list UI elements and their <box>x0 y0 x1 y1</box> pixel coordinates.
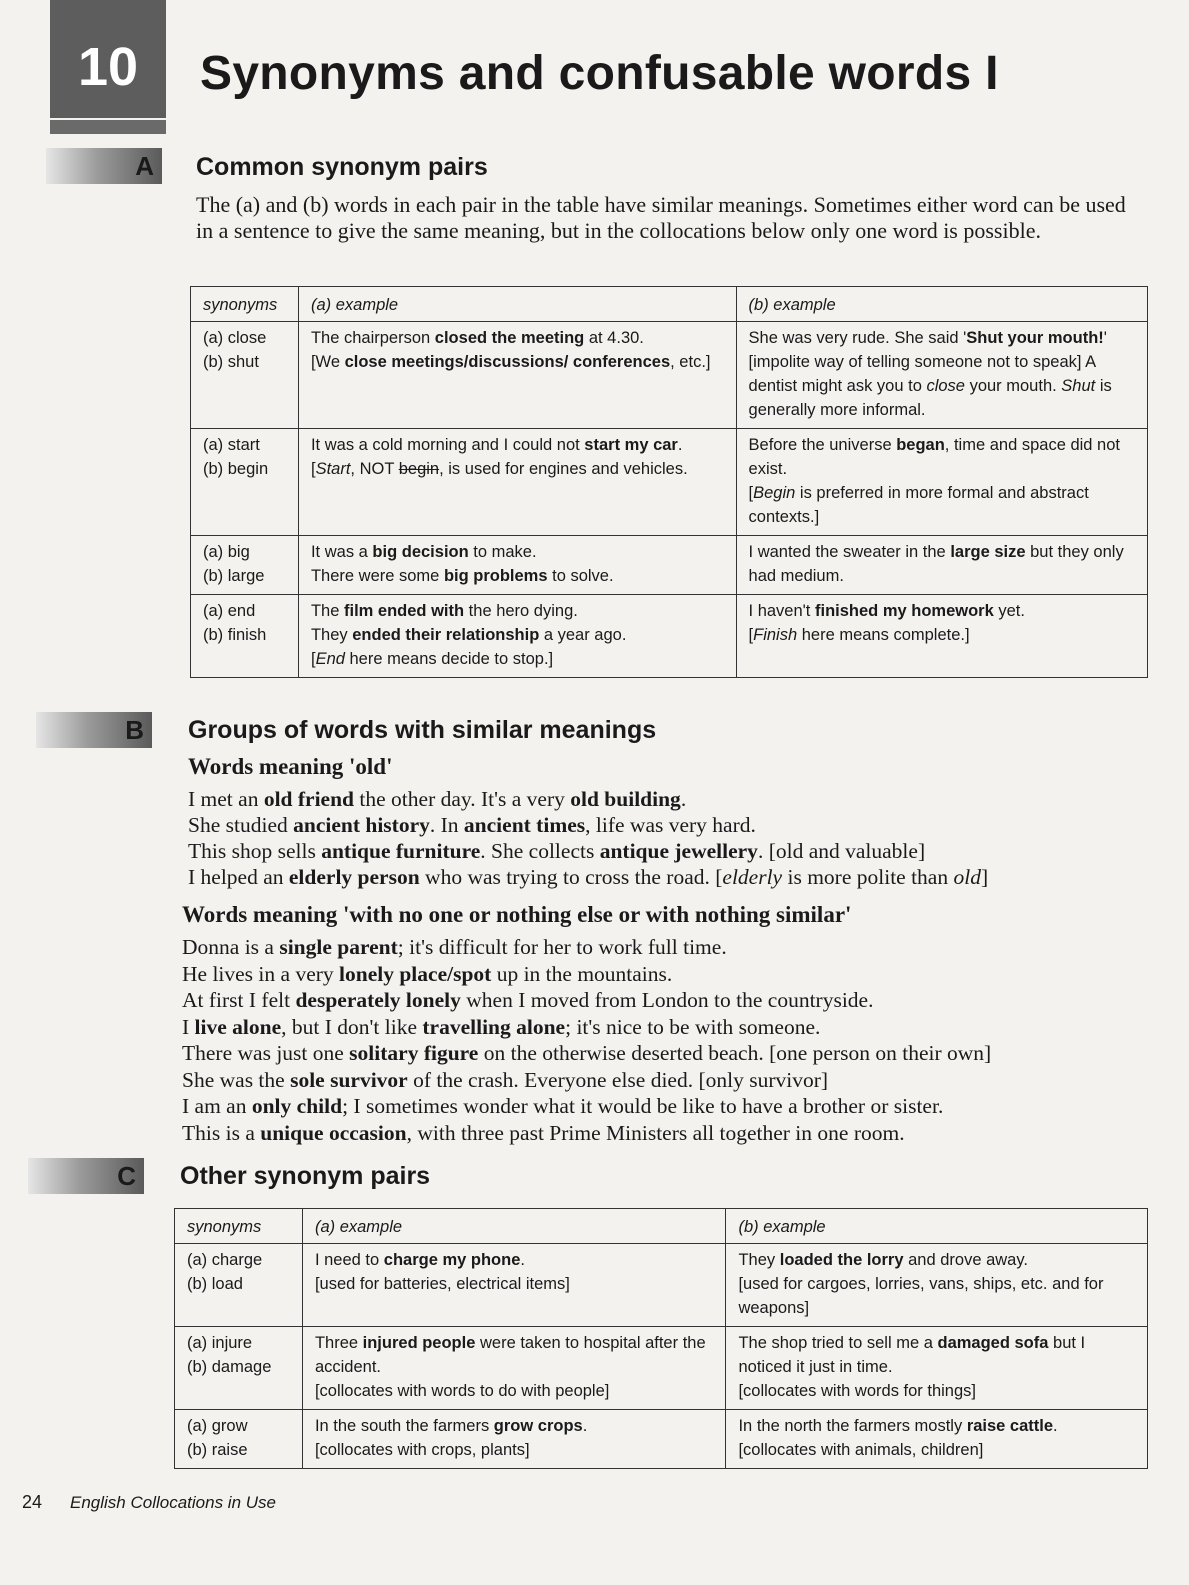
text-run: ; I sometimes wonder what it would be like to have a brother or sister. <box>342 1094 944 1118</box>
text-run: old building <box>570 787 681 811</box>
example-b-cell <box>726 1327 1148 1410</box>
text-run: [collocates with words to do with people] <box>314 1382 610 1400</box>
text-run: begin <box>398 460 440 478</box>
text-run: a year ago. <box>539 626 627 644</box>
example-sentence <box>188 812 756 838</box>
text-run: . <box>520 1251 525 1269</box>
text-run: antique jewellery <box>599 839 758 863</box>
section-b-subheading-old: Words meaning 'old' <box>188 754 393 779</box>
synonym-word: (a) close <box>203 329 267 347</box>
text-run: your mouth. <box>965 377 1062 395</box>
text-run: who was trying to cross the road. [ <box>419 865 723 889</box>
text-run: ; it's nice to be with someone. <box>565 1014 821 1039</box>
text-run: Shut your mouth! <box>966 329 1104 347</box>
text-run: unique occasion <box>260 1120 407 1145</box>
table-row <box>191 595 1148 678</box>
text-run: grow crops <box>493 1417 583 1435</box>
text-run: She studied <box>188 813 294 837</box>
text-run: the hero dying. <box>464 602 578 620</box>
text-run: ; it's difficult for her to work full time. <box>397 935 727 959</box>
text-run: [ <box>748 484 754 502</box>
table-row <box>175 1327 1148 1410</box>
section-a-tab: A <box>46 148 162 184</box>
text-run: the other day. It's a very <box>354 787 571 811</box>
text-run: In the south the farmers <box>314 1417 494 1435</box>
text-run: ancient times <box>463 813 586 837</box>
text-run: . <box>677 436 683 454</box>
text-run: is generally more informal. <box>748 377 1112 419</box>
synonym-word: (a) injure <box>187 1334 253 1352</box>
table-row <box>191 429 1148 536</box>
text-run: injured people <box>362 1334 476 1352</box>
example-sentence <box>182 1093 943 1119</box>
section-b-heading: Groups of words with similar meanings <box>188 716 657 744</box>
text-run: old friend <box>263 787 355 811</box>
header-a-example: (a) example <box>298 287 736 322</box>
text-run: , with three past Prime Ministers all together in one room. <box>406 1120 905 1145</box>
synonym-word: (b) raise <box>187 1441 248 1459</box>
text-run: ancient history <box>293 813 430 837</box>
text-run: yet. <box>993 602 1025 620</box>
text-run: start my car <box>584 436 678 454</box>
section-b-subheading-alone: Words meaning 'with no one or nothing else or with nothing similar' <box>182 902 852 927</box>
text-run: , is used for engines and vehicles. <box>439 460 688 478</box>
synonym-table-c <box>174 1208 1148 1469</box>
text-run: End <box>315 650 345 668</box>
text-run: [ <box>748 626 754 644</box>
text-run: There was just one <box>182 1041 350 1065</box>
text-run: began <box>896 436 945 454</box>
text-run: only child <box>251 1094 343 1118</box>
text-run: and drove away. <box>903 1251 1028 1269</box>
example-sentence <box>188 838 925 864</box>
example-b-cell <box>736 536 1147 595</box>
text-run: lonely place/spot <box>339 961 492 986</box>
text-run: closed the meeting <box>434 329 585 347</box>
text-run: . <box>1053 1417 1058 1435</box>
synonym-pair-cell <box>191 429 299 536</box>
text-run: is more polite than <box>782 865 954 889</box>
text-run: big decision <box>372 543 469 561</box>
header-b-example: (b) example <box>736 287 1147 322</box>
text-run: elderly <box>722 865 783 889</box>
page-number: 24 <box>22 1492 43 1512</box>
text-run: . <box>582 1417 588 1435</box>
text-run: In the north the farmers mostly <box>738 1417 967 1435</box>
text-run: charge my phone <box>383 1251 521 1269</box>
header-synonyms: synonyms <box>175 1209 303 1244</box>
text-run: solitary figure <box>349 1041 479 1065</box>
text-run: I need to <box>314 1251 384 1269</box>
example-a-cell <box>302 1410 726 1469</box>
text-run: loaded the lorry <box>779 1251 904 1269</box>
text-run: [collocates with animals, children] <box>738 1441 984 1459</box>
text-run: Shut <box>1061 377 1096 395</box>
text-run: on the otherwise deserted beach. [one person on their own] <box>478 1041 992 1065</box>
text-run: . [old and valuable] <box>757 839 926 863</box>
example-sentence <box>182 1040 991 1066</box>
synonym-pair-cell <box>191 322 299 429</box>
text-run: This shop sells <box>188 839 322 863</box>
example-a-cell <box>298 322 736 429</box>
text-run: Finish <box>753 626 798 644</box>
synonym-word: (a) grow <box>187 1417 248 1435</box>
text-run: The shop tried to sell me a <box>738 1334 938 1352</box>
text-run: Begin <box>753 484 796 502</box>
example-sentence <box>182 934 727 960</box>
text-run: The <box>310 602 344 620</box>
text-run: Donna is a <box>182 935 280 959</box>
text-run: . In <box>429 813 464 837</box>
text-run: were taken to hospital after the accident. <box>314 1334 706 1376</box>
synonym-word: (a) end <box>203 602 256 620</box>
text-run: , etc.] <box>670 353 711 371</box>
text-run: It was a <box>310 543 373 561</box>
text-run: Before the universe <box>748 436 897 454</box>
text-run: is preferred in more formal and abstract contexts.] <box>748 484 1089 526</box>
book-title: English Collocations in Use <box>70 1493 276 1512</box>
text-run: , but I don't like <box>281 1014 423 1039</box>
text-run: here means complete.] <box>797 626 970 644</box>
synonym-word: (b) shut <box>203 353 259 371</box>
text-run: I haven't <box>748 602 815 620</box>
synonym-pair-cell <box>175 1244 303 1327</box>
text-run: live alone <box>194 1014 282 1039</box>
page-title: Synonyms and confusable words I <box>200 47 999 100</box>
example-sentence <box>188 786 686 812</box>
example-a-cell <box>298 536 736 595</box>
text-run: She was the <box>182 1067 291 1092</box>
text-run: here means decide to stop.] <box>344 650 554 668</box>
text-run: ] <box>980 865 989 889</box>
text-run: Start <box>315 460 351 478</box>
synonym-word: (b) finish <box>203 626 267 644</box>
synonym-pair-cell <box>191 536 299 595</box>
text-run: , time and space did not exist. <box>748 436 1120 478</box>
text-run: finished my homework <box>814 602 994 620</box>
text-run: They <box>738 1251 780 1269</box>
synonym-word: (b) damage <box>187 1358 272 1376</box>
text-run: single parent <box>279 935 398 959</box>
synonym-word: (b) large <box>203 567 265 585</box>
example-b-cell <box>736 429 1147 536</box>
text-run: travelling alone <box>422 1014 566 1039</box>
section-a-heading: Common synonym pairs <box>196 153 488 181</box>
text-run: ' [impolite way of telling someone not to speak] A dentist might ask you to <box>748 329 1107 395</box>
text-run: He lives in a very <box>182 961 340 986</box>
text-run: of the crash. Everyone else died. [only survivor] <box>407 1067 829 1092</box>
example-sentence <box>182 1014 820 1040</box>
table-row <box>175 1244 1148 1327</box>
text-run: elderly person <box>288 865 420 889</box>
text-run: old <box>953 865 981 889</box>
example-sentence <box>182 1120 905 1146</box>
text-run: I <box>182 1014 195 1039</box>
text-run: It was a cold morning and I could not <box>310 436 585 454</box>
synonym-pair-cell <box>191 595 299 678</box>
text-run: , life was very hard. <box>585 813 756 837</box>
synonym-pair-cell <box>175 1327 303 1410</box>
text-run: up in the mountains. <box>491 961 673 986</box>
text-run: I am an <box>182 1094 252 1118</box>
text-run: [used for cargoes, lorries, vans, ships, etc. and for weapons] <box>738 1275 1104 1317</box>
text-run: but they only had medium. <box>748 543 1124 585</box>
text-run: They <box>310 626 353 644</box>
synonym-table-a <box>190 286 1148 678</box>
text-run: [ <box>310 460 316 478</box>
text-run: At first I felt <box>182 988 296 1012</box>
text-run: when I moved from London to the countryside. <box>460 988 874 1012</box>
text-run: [collocates with words for things] <box>738 1382 976 1400</box>
text-run: at 4.30. <box>584 329 644 347</box>
example-a-cell <box>298 595 736 678</box>
text-run: desperately lonely <box>295 988 461 1012</box>
example-a-cell <box>302 1244 726 1327</box>
text-run: , NOT <box>350 460 399 478</box>
synonym-pair-cell <box>175 1410 303 1469</box>
unit-bar <box>50 120 166 134</box>
text-run: film ended with <box>344 602 465 620</box>
section-c-heading: Other synonym pairs <box>180 1162 431 1190</box>
text-run: raise cattle <box>966 1417 1054 1435</box>
example-b-cell <box>726 1410 1148 1469</box>
table-row <box>175 1410 1148 1469</box>
table-row <box>191 536 1148 595</box>
text-run: big problems <box>443 567 548 585</box>
example-a-cell <box>302 1327 726 1410</box>
example-b-cell <box>736 322 1147 429</box>
synonym-word: (a) charge <box>187 1251 263 1269</box>
synonym-word: (b) begin <box>203 460 269 478</box>
text-run: but I noticed it just in time. <box>738 1334 1086 1376</box>
header-synonyms: synonyms <box>191 287 299 322</box>
section-b-tab: B <box>36 712 152 748</box>
text-run: to make. <box>468 543 537 561</box>
example-sentence <box>182 961 672 987</box>
section-a-intro: The (a) and (b) words in each pair in the table have similar meanings. Sometimes either word can be used in a sentence to give the same meaning, but in the collocations below only one word is possible. <box>196 192 1126 243</box>
section-c-tab: C <box>28 1158 144 1194</box>
synonym-word: (b) load <box>187 1275 243 1293</box>
text-run: sole survivor <box>290 1067 408 1092</box>
example-a-cell <box>298 429 736 536</box>
text-run: close meetings/discussions/ conferences <box>344 353 671 371</box>
text-run: [We <box>310 353 345 371</box>
text-run: . She collects <box>480 839 600 863</box>
header-a-example: (a) example <box>302 1209 726 1244</box>
unit-number: 10 <box>50 0 166 118</box>
text-run: ended their relationship <box>352 626 540 644</box>
synonym-word: (a) start <box>203 436 260 454</box>
example-b-cell <box>736 595 1147 678</box>
text-run: [ <box>310 650 316 668</box>
text-run: . <box>680 787 687 811</box>
text-run: to solve. <box>547 567 614 585</box>
text-run: I met an <box>188 787 264 811</box>
text-run: The chairperson <box>310 329 435 347</box>
example-sentence <box>188 864 988 890</box>
example-sentence <box>182 987 873 1013</box>
text-run: She was very rude. She said ' <box>748 329 967 347</box>
text-run: damaged sofa <box>937 1334 1049 1352</box>
text-run: [used for batteries, electrical items] <box>314 1275 570 1293</box>
text-run: I wanted the sweater in the <box>748 543 951 561</box>
example-b-cell <box>726 1244 1148 1327</box>
table-row <box>191 322 1148 429</box>
text-run: antique furniture <box>321 839 481 863</box>
header-b-example: (b) example <box>726 1209 1148 1244</box>
text-run: large size <box>950 543 1026 561</box>
text-run: There were some <box>310 567 444 585</box>
text-run: I helped an <box>188 865 289 889</box>
text-run: Three <box>314 1334 363 1352</box>
synonym-word: (a) big <box>203 543 250 561</box>
example-sentence <box>182 1067 828 1093</box>
text-run: This is a <box>182 1120 261 1145</box>
text-run: close <box>926 377 965 395</box>
text-run: [collocates with crops, plants] <box>314 1441 530 1459</box>
